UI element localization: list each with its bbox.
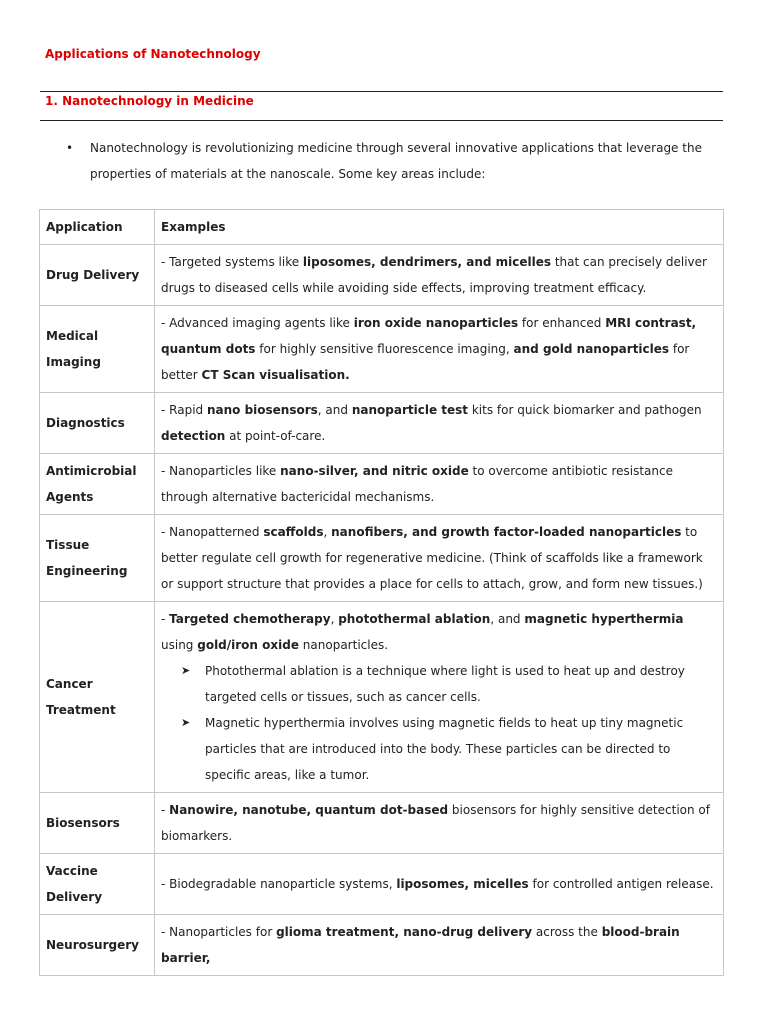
document-title: Applications of Nanotechnology	[45, 47, 261, 61]
bold-term: gold/iron oxide	[197, 638, 299, 652]
application-name-cell: Diagnostics	[40, 393, 155, 454]
arrow-bullet-icon: ➤	[181, 664, 191, 677]
header-application: Application	[40, 210, 155, 245]
bold-term: MRI contrast, quantum dots	[161, 316, 697, 356]
text-segment: kits for quick biomarker and pathogen	[468, 403, 702, 417]
header-examples: Examples	[155, 210, 724, 245]
subpoint-text: Magnetic hyperthermia involves using magnetic fields to heat up tiny magnetic particles that are introduced into the body. These particles can be directed to specific areas, like a tumor.	[205, 716, 684, 782]
bold-term: liposomes, micelles	[396, 877, 529, 891]
bold-term: nano biosensors	[206, 403, 318, 417]
section-heading: 1. Nanotechnology in Medicine	[45, 94, 254, 108]
examples-text	[161, 519, 717, 597]
examples-text	[161, 397, 717, 449]
examples-text	[161, 310, 717, 388]
arrow-bullet-icon: ➤	[181, 716, 191, 729]
application-name-cell: Neurosurgery	[40, 915, 155, 976]
table-row	[40, 393, 724, 454]
table-row	[40, 602, 724, 793]
bold-term: CT Scan visualisation.	[201, 368, 350, 382]
intro-text: Nanotechnology is revolutionizing medicine through several innovative applications that leverage the properties of materials at the nanoscale. Some key areas include:	[90, 141, 702, 181]
table-row	[40, 515, 724, 602]
bold-term: nanofibers, and growth factor-loaded nanoparticles	[331, 525, 682, 539]
examples-text	[161, 606, 717, 658]
bold-term: nano-silver, and nitric oxide	[280, 464, 469, 478]
examples-cell	[155, 602, 724, 793]
subpoint-text: Photothermal ablation is a technique where light is used to heat up and destroy targeted cells or tissues, such as cancer cells.	[205, 664, 685, 704]
bold-term: Nanowire, nanotube, quantum dot-based	[169, 803, 449, 817]
text-segment: - Nanopatterned	[161, 525, 264, 539]
application-name-cell: Vaccine Delivery	[40, 854, 155, 915]
table-body	[40, 245, 724, 976]
text-segment: biosensors for highly sensitive detection of biomarkers.	[161, 803, 710, 843]
table-row	[40, 454, 724, 515]
subpoint-item	[181, 710, 717, 788]
bold-term: scaffolds	[263, 525, 324, 539]
examples-cell	[155, 454, 724, 515]
text-segment: -	[161, 612, 170, 626]
text-segment: nanoparticles.	[298, 638, 389, 652]
text-segment: - Biodegradable nanoparticle systems,	[161, 877, 397, 891]
bold-term: photothermal ablation	[338, 612, 491, 626]
intro-bullet	[66, 135, 726, 187]
examples-text	[161, 458, 717, 510]
examples-cell	[155, 245, 724, 306]
bullet-dot-icon: •	[66, 141, 74, 155]
examples-text	[161, 249, 717, 301]
examples-cell	[155, 393, 724, 454]
text-segment: to better regulate cell growth for regenerative medicine. (Think of scaffolds like a framework or support structure that provides a place for cells to attach, grow, and form new tissues.)	[161, 525, 703, 591]
table-row	[40, 854, 724, 915]
text-segment: ,	[323, 525, 332, 539]
text-segment: -	[161, 803, 170, 817]
examples-text	[161, 871, 717, 897]
examples-cell	[155, 915, 724, 976]
text-segment: - Nanoparticles like	[161, 464, 281, 478]
examples-cell	[155, 854, 724, 915]
application-name-cell: Drug Delivery	[40, 245, 155, 306]
application-name-cell: Antimicrobial Agents	[40, 454, 155, 515]
bold-term: detection	[161, 429, 226, 443]
examples-cell	[155, 515, 724, 602]
text-segment: - Nanoparticles for	[161, 925, 277, 939]
text-segment: - Rapid	[161, 403, 207, 417]
table-row	[40, 245, 724, 306]
text-segment: for controlled antigen release.	[528, 877, 714, 891]
applications-table	[39, 209, 724, 976]
bold-term: Targeted chemotherapy	[169, 612, 331, 626]
bold-term: blood-brain barrier,	[161, 925, 680, 965]
bold-term: glioma treatment, nano-drug delivery	[276, 925, 533, 939]
text-segment: using	[161, 638, 198, 652]
heading-rule-top	[40, 91, 723, 92]
text-segment: across the	[532, 925, 602, 939]
table-row	[40, 915, 724, 976]
heading-rule-bottom	[40, 120, 723, 121]
text-segment: for highly sensitive fluorescence imaging,	[255, 342, 514, 356]
table-row	[40, 306, 724, 393]
bold-term: magnetic hyperthermia	[524, 612, 684, 626]
text-segment: , and	[490, 612, 525, 626]
examples-cell	[155, 793, 724, 854]
text-segment: to overcome antibiotic resistance through alternative bactericidal mechanisms.	[161, 464, 673, 504]
bold-term: and gold nanoparticles	[513, 342, 670, 356]
application-name-cell: Cancer Treatment	[40, 602, 155, 793]
table-row	[40, 793, 724, 854]
table-header-row	[40, 210, 724, 245]
text-segment: ,	[330, 612, 339, 626]
examples-text	[161, 919, 717, 971]
examples-cell	[155, 306, 724, 393]
application-name-cell: Medical Imaging	[40, 306, 155, 393]
text-segment: for enhanced	[518, 316, 606, 330]
bold-term: nanoparticle test	[351, 403, 469, 417]
application-name-cell: Biosensors	[40, 793, 155, 854]
text-segment: for better	[161, 342, 690, 382]
bold-term: liposomes, dendrimers, and micelles	[302, 255, 552, 269]
text-segment: at point-of-care.	[225, 429, 326, 443]
text-segment: , and	[317, 403, 352, 417]
subpoint-item	[181, 658, 717, 710]
text-segment: that can precisely deliver drugs to diseased cells while avoiding side effects, improving treatment efficacy.	[161, 255, 707, 295]
bold-term: iron oxide nanoparticles	[353, 316, 519, 330]
text-segment: - Advanced imaging agents like	[161, 316, 354, 330]
subpoint-list	[161, 658, 717, 788]
application-name-cell: Tissue Engineering	[40, 515, 155, 602]
text-segment: - Targeted systems like	[161, 255, 303, 269]
examples-text	[161, 797, 717, 849]
